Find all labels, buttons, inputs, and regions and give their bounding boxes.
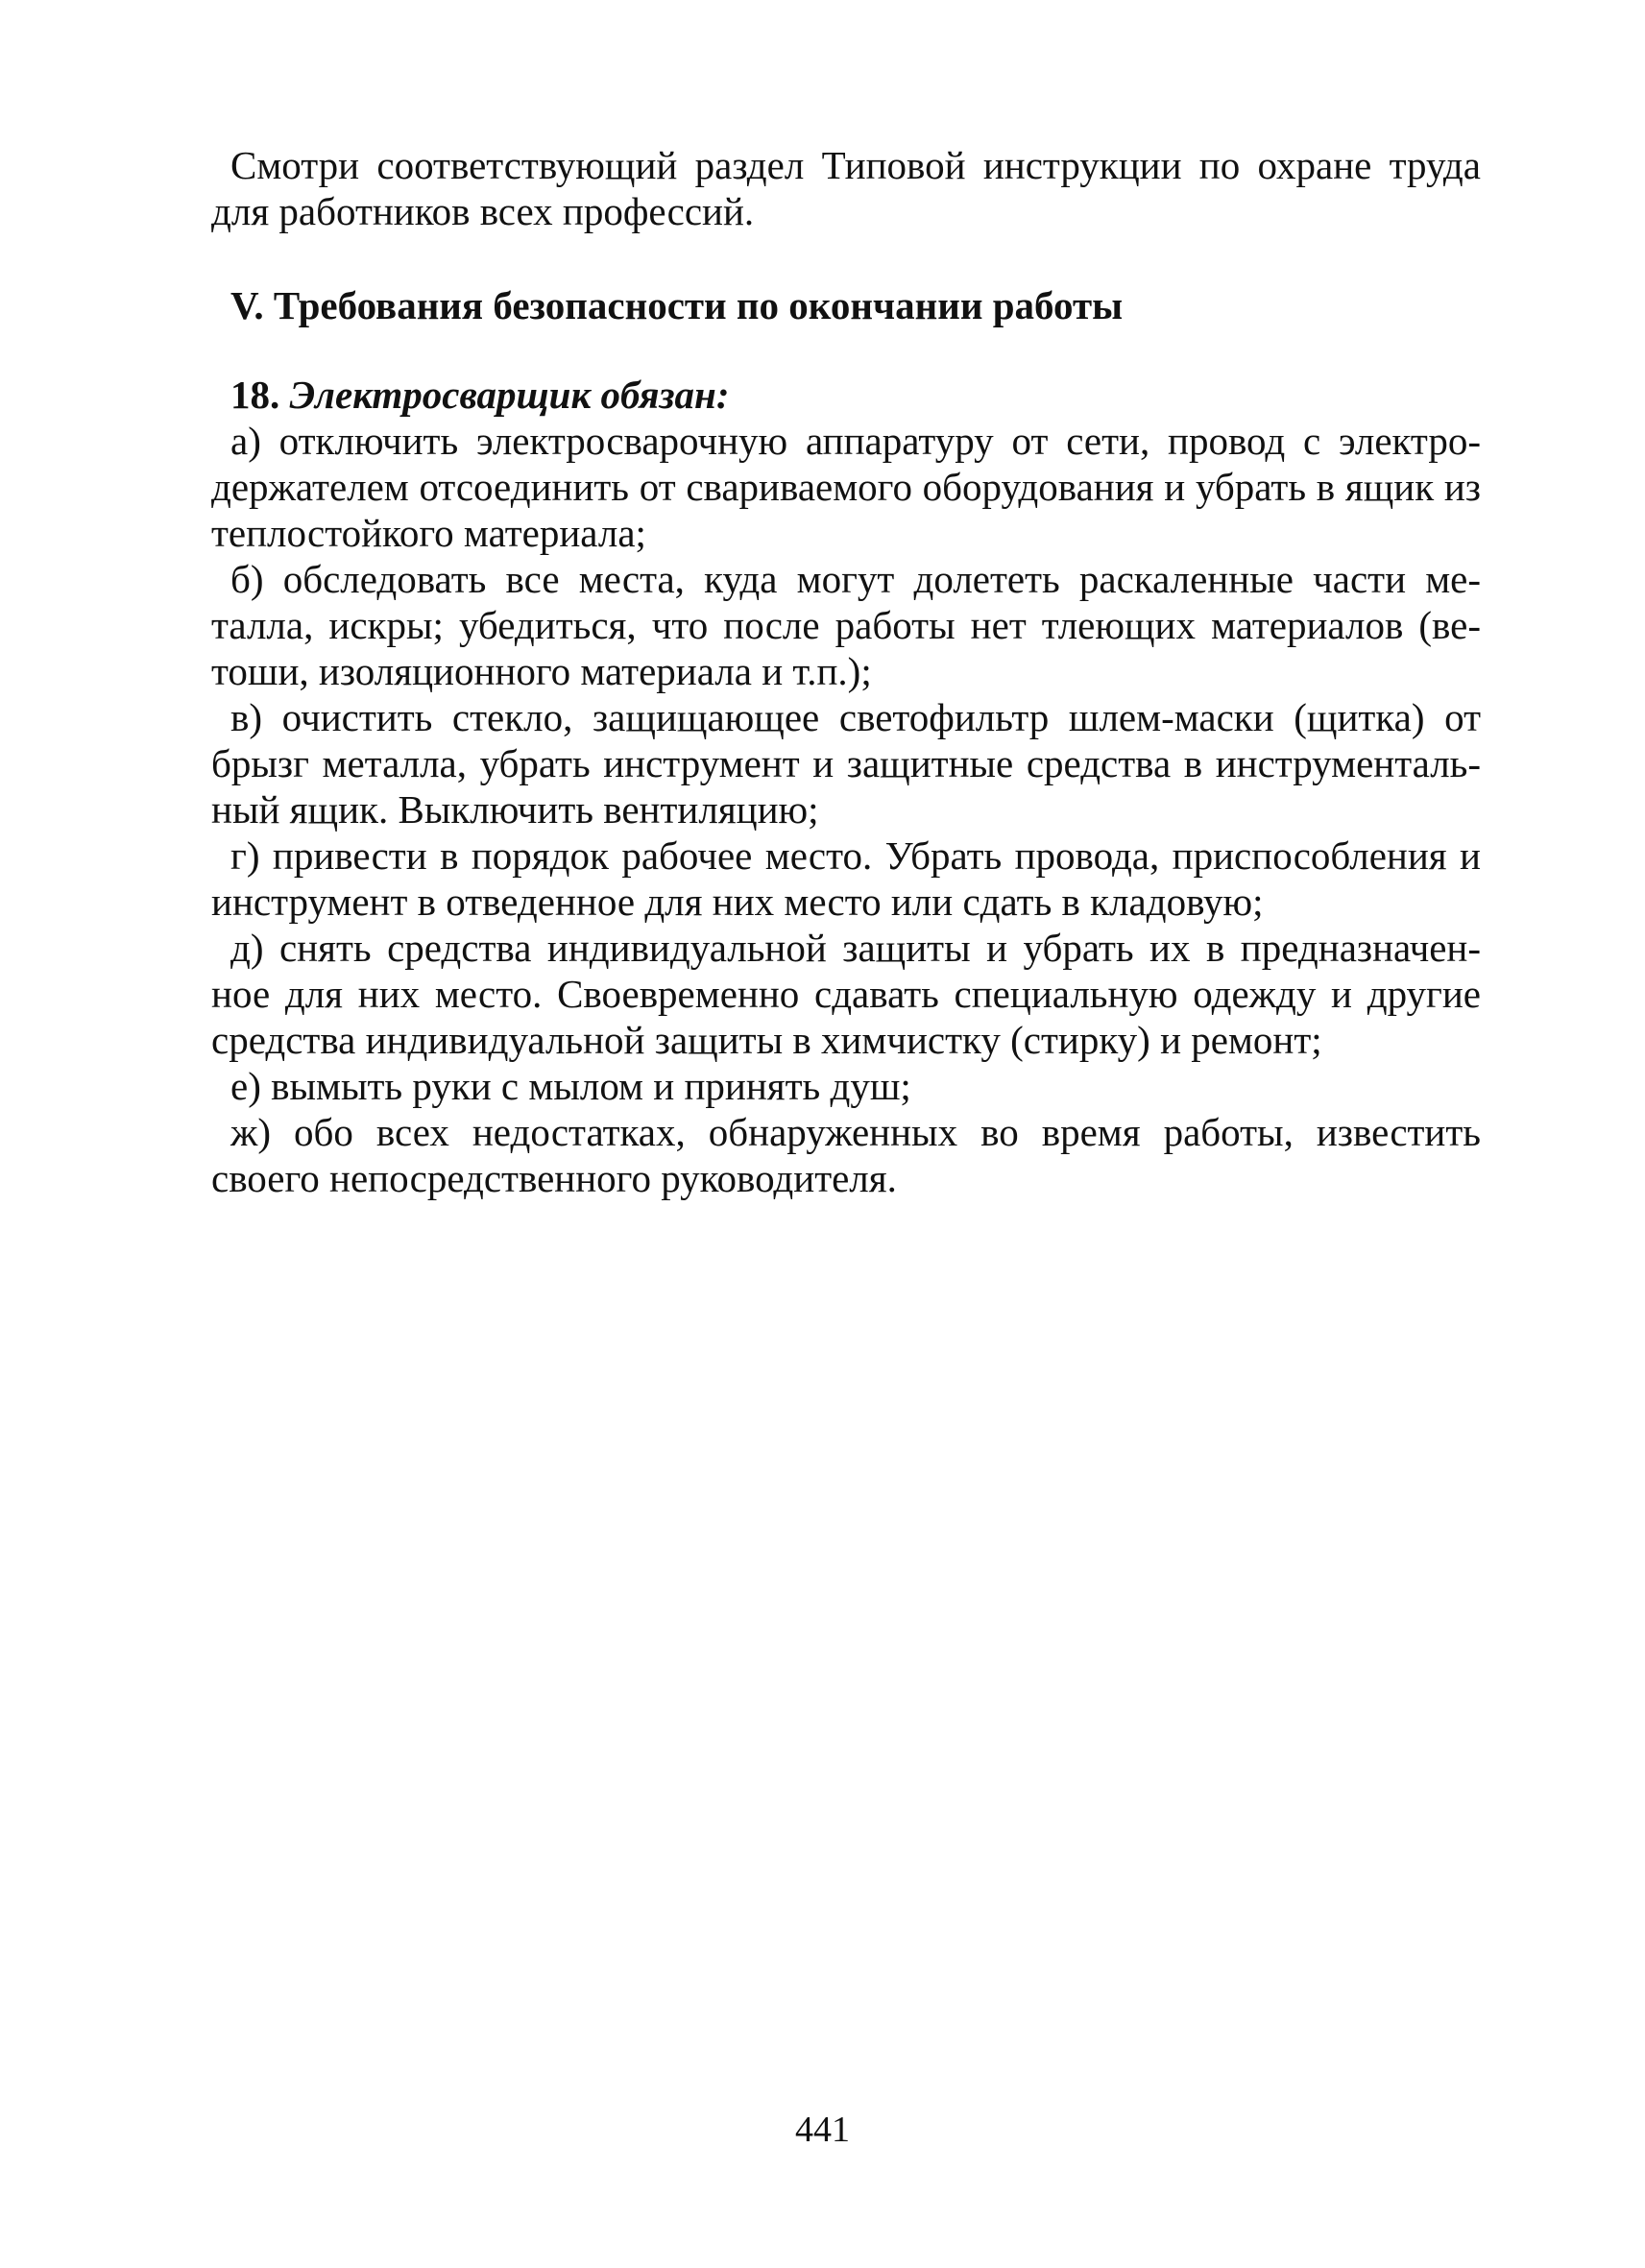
clause-number: 18. [230, 373, 280, 417]
section-heading: V. Требования безопасности по окончании работы [230, 283, 1124, 327]
clause-heading [211, 372, 1481, 418]
list-item-a: а) отключить электросварочную аппаратуру от сети, провод с электро-держателем отсоединить от свариваемого оборудования и убрать в ящик из теплостойкого материала; [211, 419, 1481, 555]
page-number: 441 [795, 2110, 850, 2150]
clause-title: Электросварщик обязан: [289, 373, 730, 417]
page-content [211, 142, 1481, 1201]
list-item-v: в) очистить стекло, защищающее светофильтр шлем-маски (щитка) от брызг металла, убрать инструмент и защитные средства в инструменталь-ный ящик. Выключить вентиляцию; [211, 695, 1481, 832]
list-item-g: г) привести в порядок рабочее место. Убрать провода, приспособления и инструмент в отведенное для них место или сдать в кладовую; [211, 833, 1481, 924]
list-item-zh: ж) обо всех недостатках, обнаруженных во время работы, известить своего непосредственного руководителя. [211, 1110, 1481, 1200]
list-item-b: б) обследовать все места, куда могут долететь раскаленные части ме-талла, искры; убедиться, что после работы нет тлеющих материалов (ве-тоши, изоляционного материала и т.п.); [211, 557, 1481, 693]
list-item-d: д) снять средства индивидуальной защиты и убрать их в предназначен-ное для них место. Своевременно сдавать специальную одежду и другие средства индивидуальной защиты в химчистку (стирку) и ремонт; [211, 926, 1481, 1062]
intro-paragraph: Смотри соответствующий раздел Типовой инструкции по охране труда для работников всех профессий. [211, 143, 1481, 233]
list-item-e: е) вымыть руки с мылом и принять душ; [230, 1064, 911, 1108]
